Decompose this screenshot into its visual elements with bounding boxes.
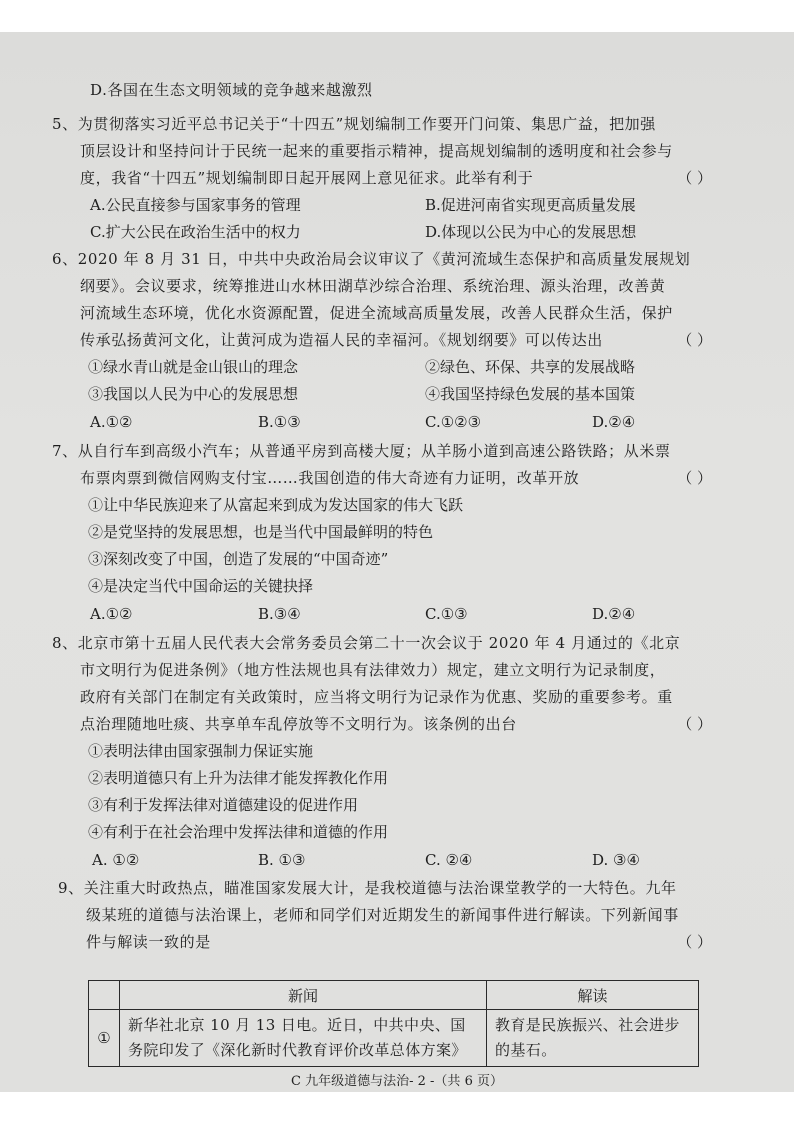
q7-item-3: ③深刻改变了中国，创造了发展的“中国奇迹” <box>88 550 389 568</box>
q9-line-2: 级某班的道德与法治课上，老师和同学们对近期发生的新闻事件进行解读。下列新闻事 <box>86 906 679 924</box>
q8-line-2: 市文明行为促进条例》（地方性法规也具有法律效力）规定，建立文明行为记录制度， <box>80 661 666 679</box>
q8-line-1: 8、北京市第十五届人民代表大会常务委员会第二十一次会议于 2020 年 4 月通过的《北京 <box>52 634 681 652</box>
news-row-number: ① <box>89 1010 120 1067</box>
news-row-interp-line-2: 的基石。 <box>495 1041 557 1059</box>
news-table-header-interp: 解读 <box>487 981 699 1010</box>
q6-line-4: 传承弘扬黄河文化，让黄河成为造福人民的幸福河。《规划纲要》可以传达出 <box>80 331 603 349</box>
q8-option-b: B. ①③ <box>258 851 306 869</box>
table-row <box>89 1010 699 1067</box>
q6-option-c: C.①②③ <box>425 413 482 431</box>
q8-line-4: 点治理随地吐痰、共享单车乱停放等不文明行为。该条例的出台 <box>80 715 517 733</box>
news-table-header-news: 新闻 <box>120 981 487 1010</box>
q8-option-d: D. ③④ <box>592 851 640 869</box>
exam-sheet <box>0 32 794 1092</box>
q8-item-2: ②表明道德只有上升为法律才能发挥教化作用 <box>88 769 389 787</box>
news-row-text-line-2: 务院印发了《深化新时代教育评价改革总体方案》 <box>128 1041 467 1059</box>
news-row-interp-line-1: 教育是民族振兴、社会进步 <box>495 1016 680 1034</box>
q5-option-d: D.体现以公民为中心的发展思想 <box>425 223 637 241</box>
q9-line-1: 9、关注重大时政热点，瞄准国家发展大计，是我校道德与法治课堂教学的一大特色。九年 <box>58 879 677 897</box>
page-footer: C 九年级道德与法治- 2 -（共 6 页） <box>291 1074 503 1089</box>
q8-line-3: 政府有关部门在制定有关政策时，应当将文明行为记录作为优惠、奖励的重要参考。重 <box>80 688 673 706</box>
q8-answer-paren: （ ） <box>677 715 712 733</box>
q5-line-1: 5、为贯彻落实习近平总书记关于“十四五”规划编制工作要开门问策、集思广益，把加强 <box>52 115 656 133</box>
q6-option-a: A.①② <box>90 413 133 431</box>
news-row-interp <box>487 1010 699 1067</box>
q6-line-3: 河流域生态环境，优化水资源配置，促进全流域高质量发展，改善人民群众生活，保护 <box>80 304 673 322</box>
q6-line-2: 纲要》。会议要求，统筹推进山水林田湖草沙综合治理、系统治理、源头治理，改善黄 <box>80 277 666 295</box>
q5-option-a: A.公民直接参与国家事务的管理 <box>90 196 301 214</box>
news-table-num-header <box>89 981 120 1010</box>
q6-item-1: ①绿水青山就是金山银山的理念 <box>88 358 299 376</box>
q8-item-1: ①表明法律由国家强制力保证实施 <box>88 742 314 760</box>
q6-item-3: ③我国以人民为中心的发展思想 <box>88 385 299 403</box>
news-table-header-row <box>89 981 699 1010</box>
q5-answer-paren: （ ） <box>677 169 712 187</box>
q5-option-b: B.促进河南省实现更高质量发展 <box>425 196 636 214</box>
q7-item-2: ②是党坚持的发展思想，也是当代中国最鲜明的特色 <box>88 523 434 541</box>
q7-line-2: 布票肉票到微信网购支付宝……我国创造的伟大奇迹有力证明，改革开放 <box>80 469 580 487</box>
q5-line-2: 顶层设计和坚持问计于民统一起来的重要指示精神，提高规划编制的透明度和社会参与 <box>80 142 673 160</box>
q6-item-4: ④我国坚持绿色发展的基本国策 <box>425 385 636 403</box>
q8-item-3: ③有利于发挥法律对道德建设的促进作用 <box>88 796 359 814</box>
news-row-text-line-1: 新华社北京 10 月 13 日电。近日，中共中央、国 <box>128 1016 466 1034</box>
news-table <box>88 980 699 1067</box>
q7-option-b: B.③④ <box>258 605 301 623</box>
q8-item-4: ④有利于在社会治理中发挥法律和道德的作用 <box>88 823 389 841</box>
q7-item-1: ①让中华民族迎来了从富起来到成为发达国家的伟大飞跃 <box>88 496 464 514</box>
q6-option-b: B.①③ <box>258 413 301 431</box>
q5-line-3: 度，我省“十四五”规划编制即日起开展网上意见征求。此举有利于 <box>80 169 534 187</box>
q7-line-1: 7、从自行车到高级小汽车；从普通平房到高楼大厦；从羊肠小道到高速公路铁路；从米票 <box>52 442 671 460</box>
q6-item-2: ②绿色、环保、共享的发展战略 <box>425 358 636 376</box>
q8-option-c: C. ②④ <box>425 851 473 869</box>
q7-answer-paren: （ ） <box>677 469 712 487</box>
news-row-text <box>120 1010 487 1067</box>
q8-option-a: A. ①② <box>92 851 140 869</box>
q9-answer-paren: （ ） <box>677 933 712 951</box>
q7-option-d: D.②④ <box>592 605 636 623</box>
q7-option-c: C.①③ <box>425 605 468 623</box>
q7-option-a: A.①② <box>90 605 133 623</box>
q9-line-3: 件与解读一致的是 <box>86 933 211 951</box>
q4-option-d: D.各国在生态文明领域的竞争越来越激烈 <box>90 81 373 99</box>
q6-answer-paren: （ ） <box>677 331 712 349</box>
q7-item-4: ④是决定当代中国命运的关键抉择 <box>88 577 314 595</box>
q6-option-d: D.②④ <box>592 413 636 431</box>
q6-line-1: 6、2020 年 8 月 31 日，中共中央政治局会议审议了《黄河流域生态保护和高质量发展规划 <box>52 250 691 268</box>
q5-option-c: C.扩大公民在政治生活中的权力 <box>90 223 301 241</box>
